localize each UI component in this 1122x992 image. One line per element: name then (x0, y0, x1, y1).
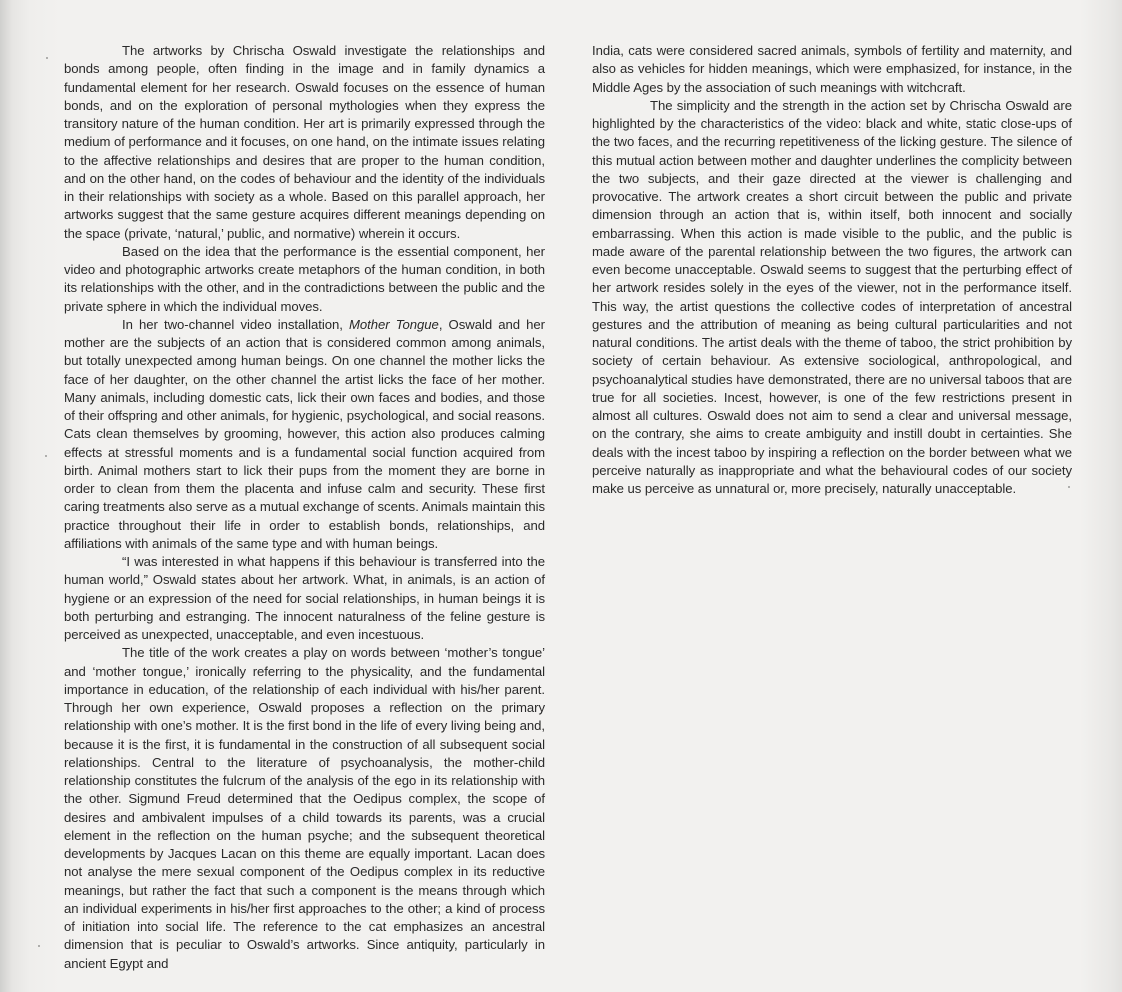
paragraph: “I was interested in what happens if this behaviour is transferred into the human world,” Oswald states about her artwork. What, in animals, is an action of hygiene or an expression of the need for social relationships, in human beings it is both perturbing and estranging. The innocent naturalness of the feline gesture is perceived as unexpected, unacceptable, and even incestuous. (64, 554, 545, 642)
paragraph: In her two-channel video installation, Mother Tongue, Oswald and her mother are the subjects of an action that is considered common among animals, but totally unexpected among human beings. On one channel the mother licks the face of her daughter, on the other channel the artist licks the face of her mother. Many animals, including domestic cats, lick their own faces and bodies, and those of their offspring and other animals, for hygienic, psychological, and social reasons. Cats clean themselves by grooming, however, this action also produces calming effects at stressful moments and is a fundamental social function acquired from birth. Animal mothers start to lick their pups from the moment they are borne in order to clean from them the placenta and infuse calm and security. These first caring treatments also serve as a mutual exchange of scents. Animals maintain this practice throughout their life in order to establish bonds, relationships, and affiliations with animals of the same type and with human beings. (64, 316, 545, 551)
paragraph: Based on the idea that the performance is the essential component, her video and photographic artworks create metaphors of the human condition, in both its relationships with the other, and in the contradictions between the public and the private sphere in which the individual moves. (64, 243, 545, 314)
paragraph: The title of the work creates a play on words between ‘mother’s tongue’ and ‘mother tongue,’ ironically referring to the physicality, and the fundamental importance in education, of the relationship of each individual with his/her parent. Through her own experience, Oswald proposes a reflection on the primary relationship with one’s mother. It is the first bond in the life of every living being and, because it is the first, it is fundamental in the construction of all subsequent social relationships. Central to the literature of psychoanalysis, the mother-child relationship constitutes the fulcrum of the analysis of the ego in its relationship with the other. Sigmund Freud determined that the Oedipus complex, the scope of desires and ambivalent impulses of a child towards its parents, was a crucial element in the reflection on the human psyche; and the subsequent theoretical developments by Jacques Lacan on this theme are equally important. Lacan does not analyse the mere sexual component of the Oedipus complex in its reductive meanings, but rather the fact that such a component is the means through which an individual experiments in his/her first approaches to the other; a kind of process of initiation into social life. The reference to the cat emphasizes an ancestral dimension that is peculiar to Oswald’s artworks. Since antiquity, particularly in ancient Egypt and (64, 645, 545, 971)
paragraph: The artworks by Chrischa Oswald investigate the relationships and bonds among people, often finding in the image and in family dynamics a fundamental element for her research. Oswald focuses on the essence of human bonds, and on the exploration of personal mythologies when they express the transitory nature of the human condition. Her art is primarily expressed through the medium of performance and it focuses, on one hand, on the intimate issues relating to the affective relationships and desires that are proper to the human condition, and on the other hand, on the codes of behaviour and the identity of the individuals in their relationships with society as a whole. Based on this parallel approach, her artworks suggest that the same gesture acquires different meanings depending on the space (private, ‘natural,’ public, and normative) wherein it occurs. (64, 43, 545, 241)
artwork-title: Mother Tongue (349, 316, 439, 332)
scan-speck (46, 57, 48, 59)
paragraph: The simplicity and the strength in the action set by Chrischa Oswald are highlighted by the characteristics of the video: black and white, static close-ups of the two faces, and the recurring repetitiveness of the licking gesture. The silence of this mutual action between mother and daughter underlines the complicity between the two subjects, and their gaze directed at the viewer is challenging and provocative. The artwork creates a short circuit between the public and private dimension through an action that is, within itself, both innocent and socially embarrassing. When this action is made visible to the public, and the public is made aware of the parental relationship between the two figures, the artwork can even become unacceptable. Oswald seems to suggest that the perturbing effect of her artwork resides solely in the eyes of the viewer, not in the performance itself. This way, the artist questions the collective codes of interpretation of ancestral gestures and the attribution of meaning as being cultural particularities and not natural conditions. The artist deals with the theme of taboo, the strict prohibition by society of certain behaviour. As extensive sociological, anthropological, and psychoanalytical studies have demonstrated, there are no universal taboos that are true for all societies. Incest, however, is one of the few restrictions present in almost all cultures. Oswald does not aim to send a clear and universal message, on the contrary, she aims to create ambiguity and instill doubt in certainties. She deals with the incest taboo by inspiring a reflection on the border between what we perceive naturally as inappropriate and what the behavioural codes of our society make us perceive as unnatural or, more precisely, naturally unacceptable. (592, 97, 1072, 496)
scan-speck (38, 945, 40, 947)
scan-speck (45, 455, 47, 457)
left-text-column (64, 42, 545, 973)
right-text-column (592, 42, 1072, 498)
paragraph-continuation: India, cats were considered sacred animals, symbols of fertility and maternity, and also as vehicles for hidden meanings, which were emphasized, for instance, in the Middle Ages by the association of such meanings with witchcraft. (592, 43, 1072, 95)
